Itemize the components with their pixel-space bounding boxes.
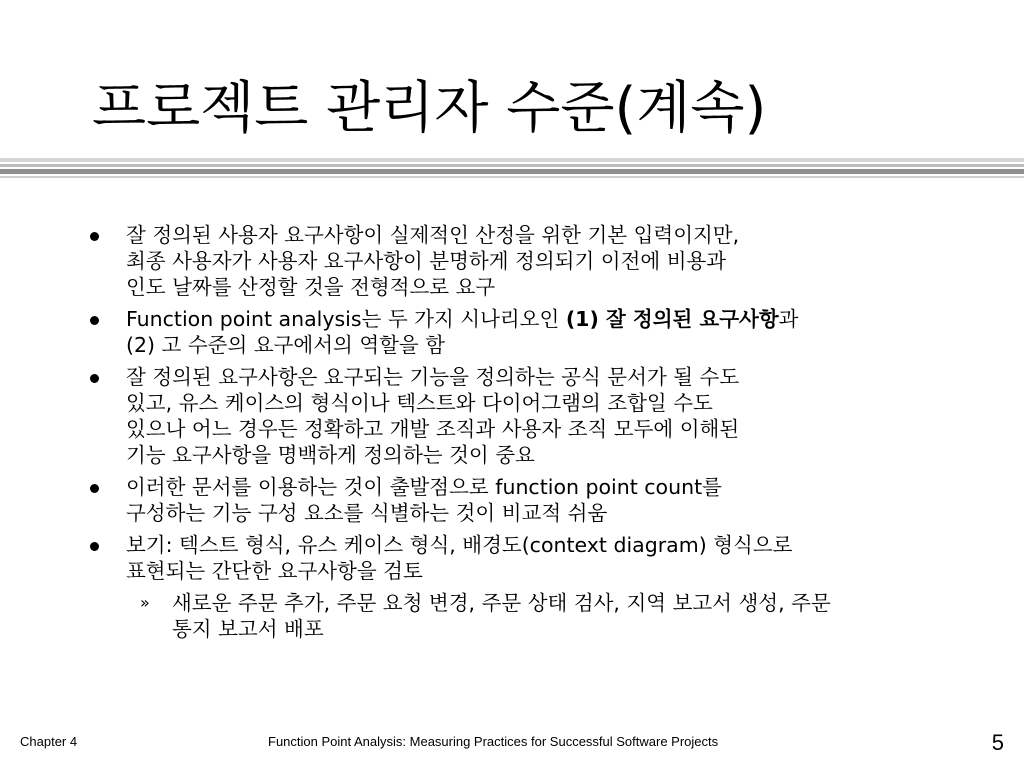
bullet-item [86, 222, 946, 300]
sub-bullet-line: 통지 보고서 배포 [172, 617, 324, 641]
footer-book-title: Function Point Analysis: Measuring Practices for Successful Software Projects [268, 734, 719, 749]
bullet-line: 구성하는 기능 구성 요소를 식별하는 것이 비교적 쉬움 [126, 501, 608, 525]
bullet-dot-icon [90, 484, 99, 493]
bullet-line: 표현되는 간단한 요구사항을 검토 [126, 559, 423, 583]
bullet-bold-text: (1) 잘 정의된 요구사항 [565, 307, 779, 331]
bullet-dot-icon [90, 542, 99, 551]
bullet-line: 있으나 어느 경우든 정확하고 개발 조직과 사용자 조직 모두에 이해된 [126, 417, 740, 441]
bullet-dot-icon [90, 374, 99, 383]
sub-bullet-marker-icon: » [140, 593, 150, 612]
page-number: 5 [991, 730, 1004, 755]
bullet-line: 보기: 텍스트 형식, 유스 케이스 형식, 배경도(context diagram) 형식으로 [126, 533, 793, 557]
title-divider [0, 158, 1024, 180]
bullet-line: 인도 날짜를 산정할 것을 전형적으로 요구 [126, 275, 496, 299]
bullet-line: (2) 고 수준의 요구에서의 역할을 함 [126, 333, 446, 357]
bullet-text: Function point analysis는 두 가지 시나리오인 [126, 307, 566, 331]
slide-body [86, 222, 946, 642]
bullet-line: 최종 사용자가 사용자 요구사항이 분명하게 정의되기 이전에 비용과 [126, 249, 727, 273]
bullet-line: 있고, 유스 케이스의 형식이나 텍스트와 다이어그램의 조합일 수도 [126, 391, 713, 415]
bullet-item [86, 532, 946, 584]
bullet-item [86, 364, 946, 468]
bullet-item [86, 474, 946, 526]
bullet-text: 과 [778, 307, 799, 331]
sub-bullet-line: 새로운 주문 추가, 주문 요청 변경, 주문 상태 검사, 지역 보고서 생성, 주문 [172, 591, 831, 615]
bullet-line [126, 306, 946, 332]
bullet-dot-icon [90, 316, 99, 325]
bullet-dot-icon [90, 232, 99, 241]
sub-bullet-item [86, 590, 946, 642]
bullet-item [86, 306, 946, 358]
footer-chapter: Chapter 4 [20, 734, 78, 749]
slide-title: 프로젝트 관리자 수준(계속) [92, 76, 767, 141]
bullet-line: 기능 요구사항을 명백하게 정의하는 것이 중요 [126, 443, 535, 467]
bullet-line: 이러한 문서를 이용하는 것이 출발점으로 function point count를 [126, 475, 722, 499]
bullet-line: 잘 정의된 사용자 요구사항이 실제적인 산정을 위한 기본 입력이지만, [126, 223, 740, 247]
bullet-line: 잘 정의된 요구사항은 요구되는 기능을 정의하는 공식 문서가 될 수도 [126, 365, 740, 389]
